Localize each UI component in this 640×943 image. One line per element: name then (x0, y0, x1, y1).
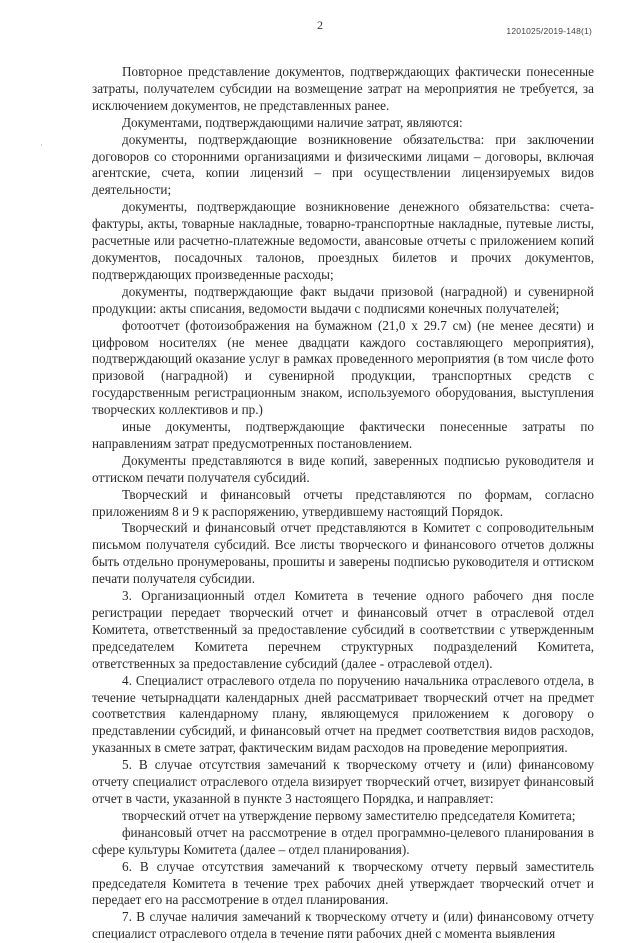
page-number: 2 (317, 18, 323, 32)
paragraph-photo-report: фотоотчет (фотоизображения на бумажном (21,0 x 29.7 см) (не менее десяти) и цифровом носителях (не менее двадцати каждого составляющего мероприятия), подтверждающий оказание услуг в рамках проведенного мероприятия (в том числе фото призовой (наградной) и сувенирной продукции, транспортных средств с государственным регистрационным знаком, используемого оборудования, выступления творческих коллективов и пр.) (92, 317, 594, 418)
document-id: 1201025/2019-148(1) (506, 26, 592, 36)
paragraph-monetary-docs: документы, подтверждающие возникновение денежного обязательства: счета-фактуры, акты, товарные накладные, товарно-транспортные накладные, путевые листы, расчетные или расчетно-платежные ведомости, авансовые отчеты с приложением копий документов, посадочных талонов, проездных билетов и прочих документов, подтверждающих произведенные расходы; (92, 199, 594, 282)
paragraph-copies: Документы представляются в виде копий, заверенных подписью руководителя и оттиском печати получателя субсидий. (92, 452, 594, 485)
scan-artifact-mark: · (40, 140, 43, 150)
paragraph-other-docs: иные документы, подтверждающие фактически понесенные затраты по направлениям затрат предусмотренных постановлением. (92, 419, 594, 451)
paragraph-documents-intro: Документами, подтверждающими наличие затрат, являются: (122, 114, 463, 130)
document-body (92, 64, 594, 943)
paragraph-financial-report-review: финансовый отчет на рассмотрение в отдел программно-целевого планирования в сфере культуры Комитета (далее – отдел планирования). (92, 824, 594, 857)
paragraph-obligation-docs: документы, подтверждающие возникновение обязательства: при заключении договоров со сторонними организациями и физическими лицами – договоры, включая агентские, счета, копии лицензий – при осуществлении лицензируемых видов деятельности; (92, 131, 594, 198)
paragraph-item-5: 5. В случае отсутствия замечаний к творческому отчету и (или) финансовому отчету специалист отраслевого отдела визирует творческий отчет, визирует финансовый отчет в части, указанной в пункте 3 настоящего Порядка, и направляет: (92, 757, 594, 806)
paragraph-item-3: 3. Организационный отдел Комитета в течение одного рабочего дня после регистрации передает творческий отчет и финансовый отчет в отраслевой отдел Комитета, ответственный за предоставление субсидий в соответствии с утвержденным председателем Комитета перечнем структурных подразделений Комитета, ответственных за предоставление субсидий (далее - отраслевой отдел). (92, 588, 594, 671)
paragraph-resubmission: Повторное представление документов, подтверждающих фактически понесенные затраты, получателем субсидии на возмещение затрат на мероприятия не требуется, за исключением документов, не представленных ранее. (92, 64, 594, 113)
paragraph-item-6: 6. В случае отсутствия замечаний к творческому отчету первый заместитель председателя Комитета в течение трех рабочих дней утверждает творческий отчет и передает его на рассмотрение в отдел планирования. (92, 858, 594, 908)
paragraph-item-4: 4. Специалист отраслевого отдела по поручению начальника отраслевого отдела, в течение четырнадцати календарных дней рассматривает творческий отчет на предмет соответствия календарному плану, являющемуся приложением к договору о представлении субсидий, и финансовый отчет на предмет соответствия видов расходов, указанных в смете затрат, фактическим видам расходов на проведение мероприятия. (92, 672, 594, 756)
paragraph-cover-letter: Творческий и финансовый отчет представляются в Комитет с сопроводительным письмом получателя субсидий. Все листы творческого и финансового отчетов должны быть отдельно пронумерованы, прошиты и заверены подписью руководителя и оттиском печати получателя субсидии. (92, 520, 594, 587)
paragraph-item-7: 7. В случае наличия замечаний к творческому отчету и (или) финансовому отчету специалист отраслевого отдела в течение пяти рабочих дней с момента выявления (92, 909, 594, 942)
paragraph-creative-report-approval: творческий отчет на утверждение первому заместителю председателя Комитета; (122, 807, 576, 823)
paragraph-prize-docs: документы, подтверждающие факт выдачи призовой (наградной) и сувенирной продукции: акты списания, ведомости выдачи с подписями конечных получателей; (92, 283, 594, 316)
paragraph-report-forms: Творческий и финансовый отчеты представляются по формам, согласно приложениям 8 и 9 к распоряжению, утвердившему настоящий Порядок. (92, 486, 594, 519)
